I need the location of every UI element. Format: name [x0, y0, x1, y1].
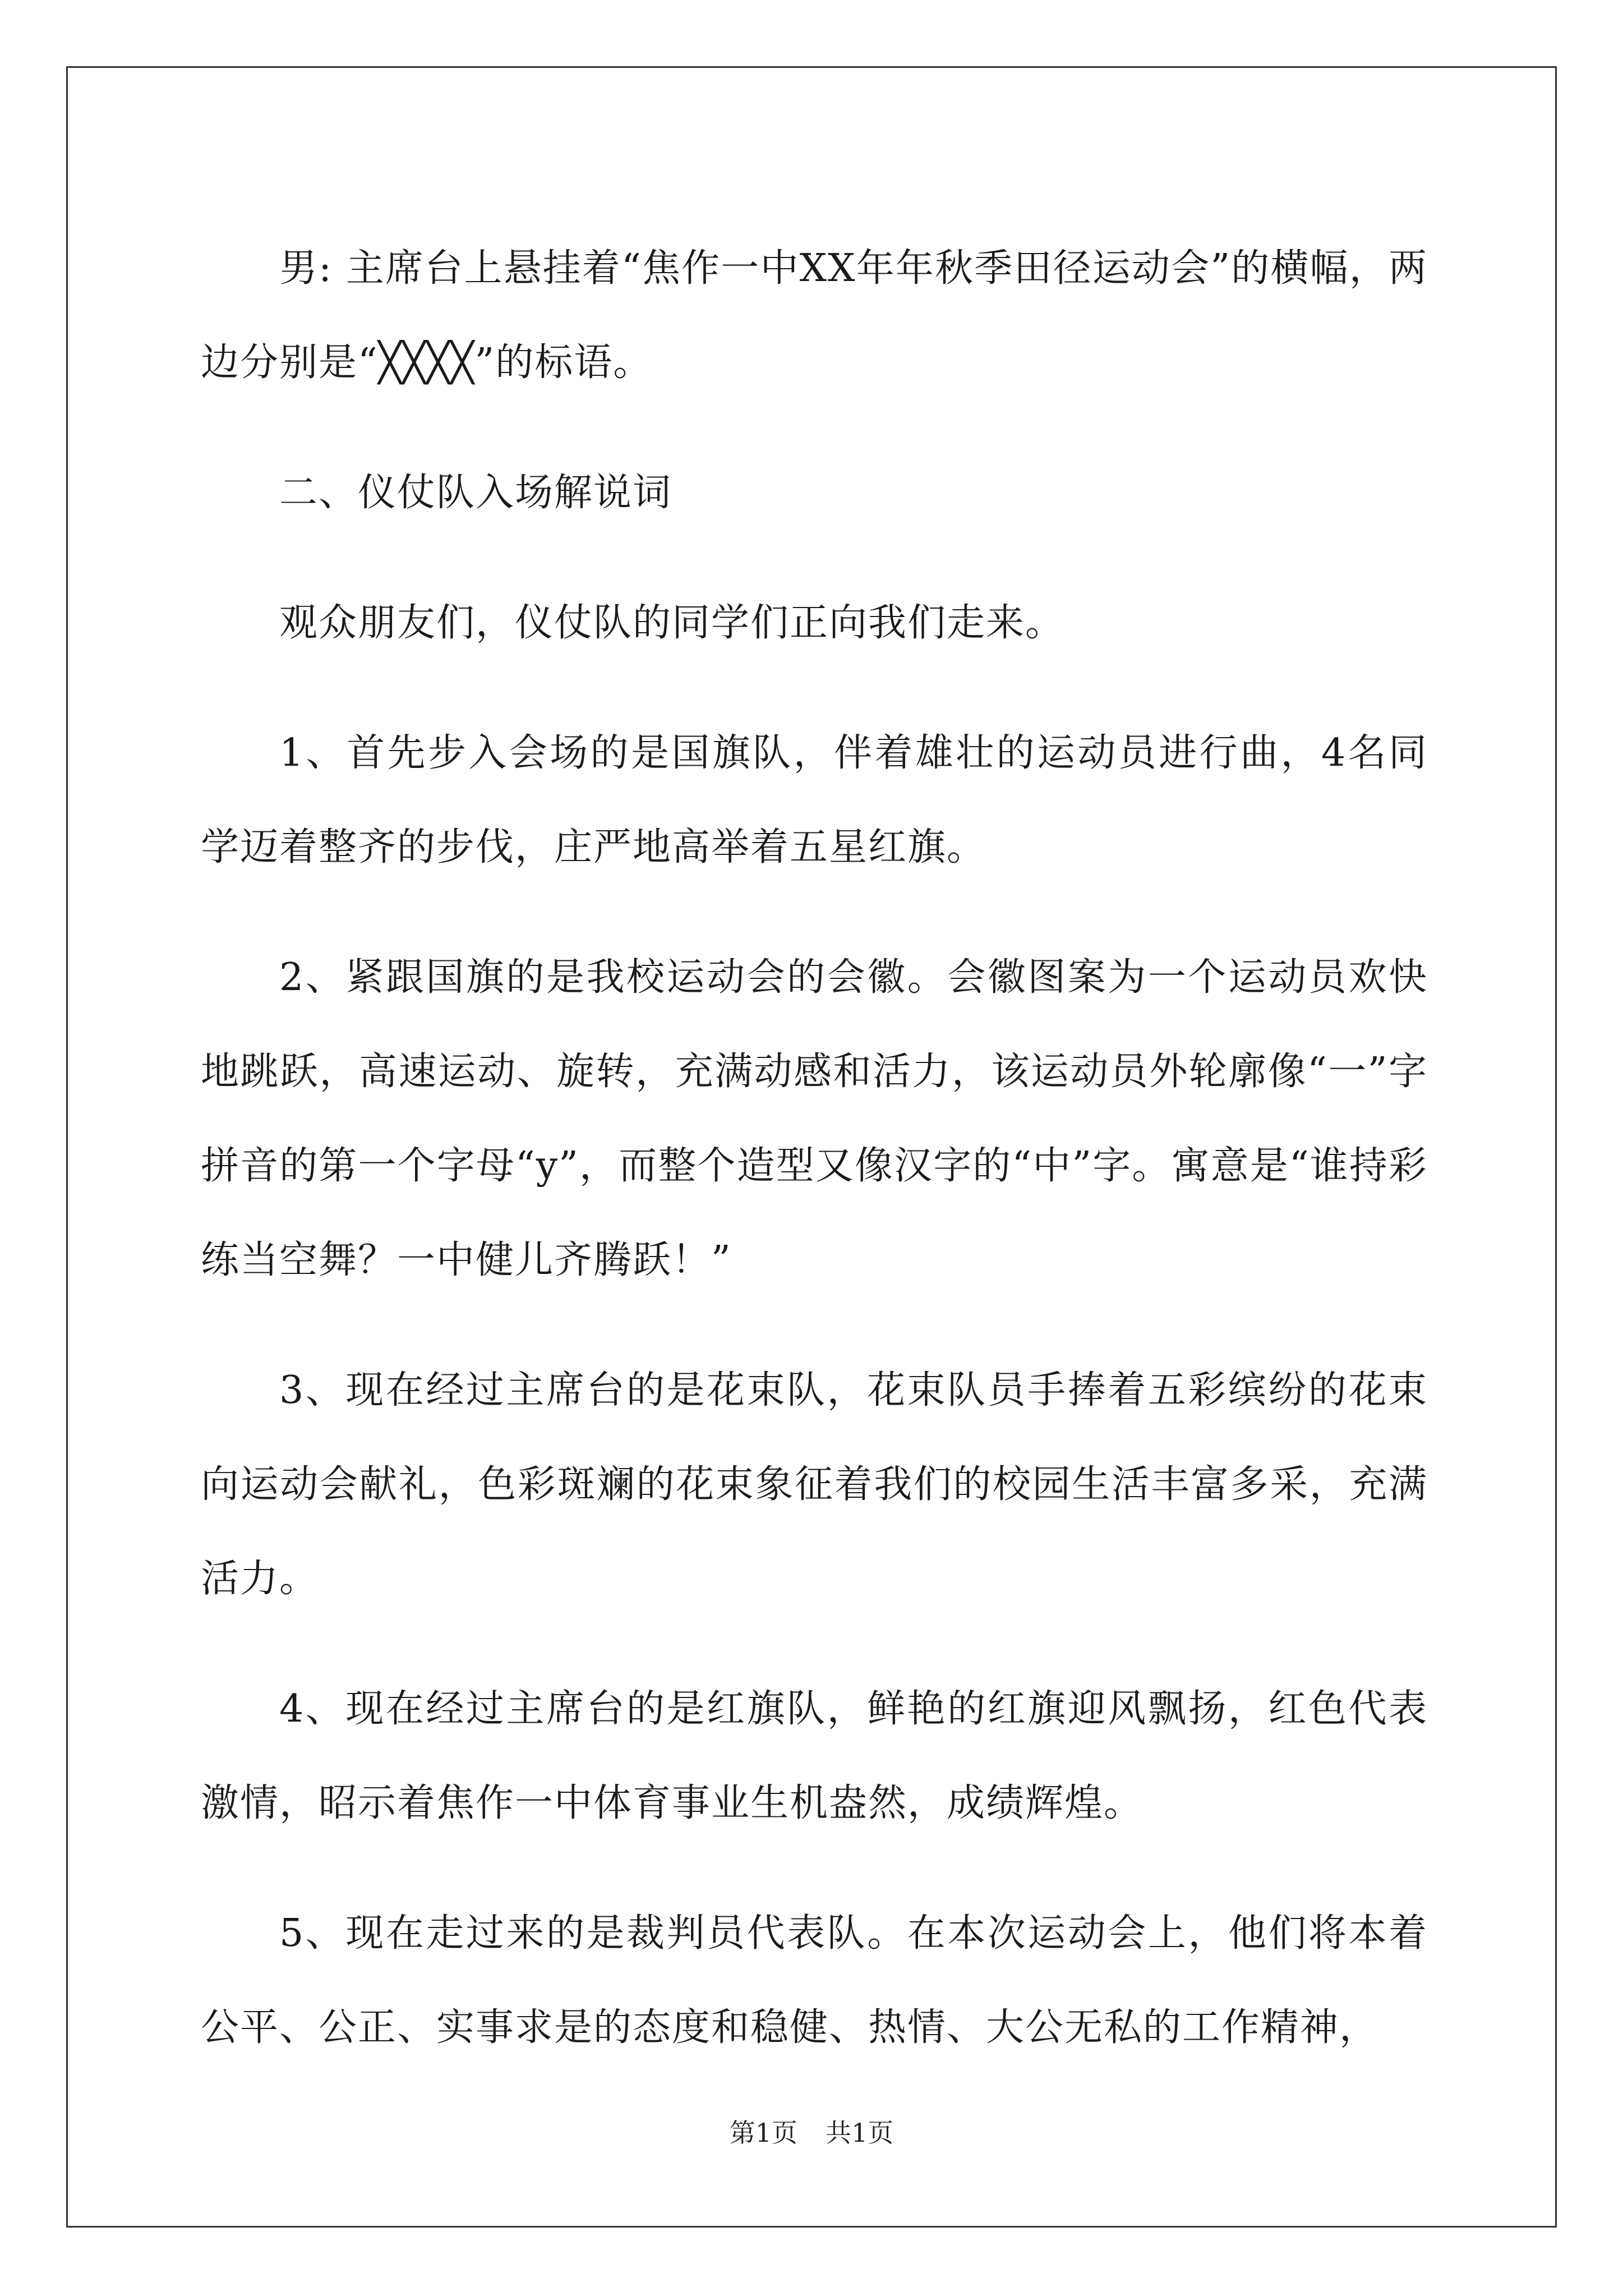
paragraph-item-1: 1、首先步入会场的是国旗队，伴着雄壮的运动员进行曲，4名同学迈着整齐的步伐，庄严地高举着五星红旗。	[201, 731, 1428, 869]
section-heading: 二、仪仗队入场解说词	[279, 471, 672, 515]
paragraph-item-2: 2、紧跟国旗的是我校运动会的会徽。会徽图案为一个运动员欢快地跳跃，高速运动、旋转，充满动感和活力，该运动员外轮廓像“一”字拼音的第一个字母“y”，而整个造型又像汉字的“中”字。寓意是“谁持彩练当空舞？一中健儿齐腾跃！”	[201, 955, 1428, 1282]
page-footer	[0, 2116, 1623, 2150]
page-total: 共1页	[826, 2118, 894, 2148]
paragraph-chairman-stand: 男: 主席台上悬挂着“焦作一中XX年年秋季田径运动会”的横幅，两边分别是“╳╳╳╳”的标语。	[201, 246, 1428, 385]
page-number: 第1页	[729, 2118, 797, 2148]
paragraph-item-4: 4、现在经过主席台的是红旗队，鲜艳的红旗迎风飘扬，红色代表激情，昭示着焦作一中体育事业生机盎然，成绩辉煌。	[201, 1687, 1428, 1825]
paragraph-item-5: 5、现在走过来的是裁判员代表队。在本次运动会上，他们将本着公平、公正、实事求是的态度和稳健、热情、大公无私的工作精神，	[201, 1911, 1428, 2050]
document-body	[201, 222, 1428, 2111]
paragraph-item-3: 3、现在经过主席台的是花束队，花束队员手捧着五彩缤纷的花束向运动会献礼，色彩斑斓的花束象征着我们的校园生活丰富多采，充满活力。	[201, 1368, 1428, 1601]
paragraph-intro: 观众朋友们，仪仗队的同学们正向我们走来。	[279, 601, 1065, 645]
